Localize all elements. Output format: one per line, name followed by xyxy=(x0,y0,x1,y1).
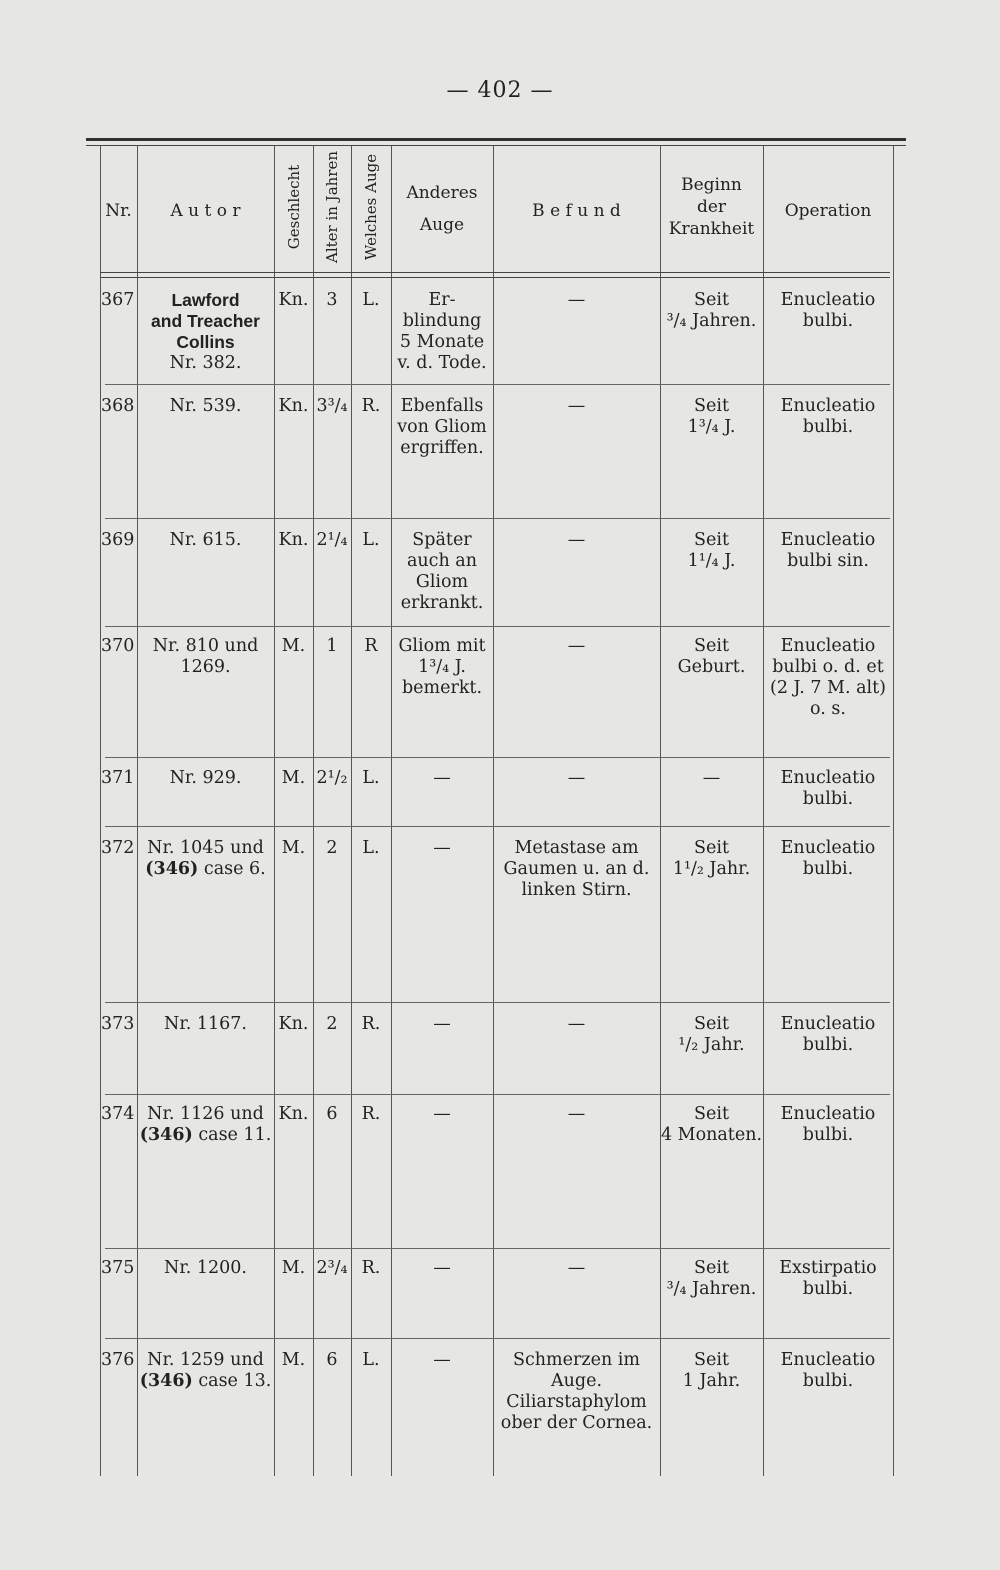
other-eye-cell xyxy=(391,768,493,789)
reference-number: (346) xyxy=(145,859,199,879)
header-beginn-line2: der xyxy=(696,197,727,217)
author-cell-line: (346) case 13. xyxy=(139,1371,272,1391)
other-eye-cell-line: auch an xyxy=(406,551,478,571)
other-eye-cell xyxy=(391,636,493,699)
other-eye-cell-line: Später xyxy=(412,530,472,550)
beginn-cell-line: Seit xyxy=(694,1014,729,1034)
row-number: 374 xyxy=(101,1104,135,1124)
sex-cell: M. xyxy=(281,636,306,656)
beginn-cell-line: Seit xyxy=(694,290,729,310)
sex-cell: Kn. xyxy=(278,530,309,550)
other-eye-cell xyxy=(391,290,493,374)
author-cell-line: Lawford xyxy=(171,290,240,310)
other-eye-cell-line: erkrankt. xyxy=(400,593,484,613)
other-eye-cell xyxy=(391,1014,493,1035)
age-cell: 6 xyxy=(326,1350,338,1370)
other-eye-cell xyxy=(391,838,493,859)
other-eye-cell xyxy=(391,1104,493,1125)
other-eye-cell-line: Er- xyxy=(428,290,456,310)
eye-cell: R. xyxy=(361,1014,381,1034)
eye-cell: R. xyxy=(361,396,381,416)
header-autor: A u t o r xyxy=(170,201,241,221)
author-cell xyxy=(137,530,274,551)
author-cell-line: Collins xyxy=(176,332,235,352)
befund-cell-line: ober der Cornea. xyxy=(500,1413,653,1433)
beginn-cell-line: Seit xyxy=(694,396,729,416)
other-eye-cell-line: — xyxy=(433,1014,451,1034)
header-anderes-auge xyxy=(391,182,493,236)
row-number: 368 xyxy=(101,396,135,416)
author-cell-line: (346) case 11. xyxy=(139,1125,272,1145)
operation-cell xyxy=(763,636,893,720)
reference-number: (346) xyxy=(139,1125,193,1145)
other-eye-cell-line: v. d. Tode. xyxy=(397,353,487,373)
row-number: 372 xyxy=(101,838,135,858)
header-alter: Alter in Jahren xyxy=(323,150,341,264)
row-separator xyxy=(105,1094,890,1095)
befund-cell-line: — xyxy=(567,530,586,550)
row-separator xyxy=(105,757,890,758)
operation-cell-line: o. s. xyxy=(810,699,846,719)
operation-cell-line: Enucleatio xyxy=(780,1104,876,1124)
author-cell xyxy=(137,1350,274,1392)
befund-cell-line: Auge. xyxy=(550,1371,603,1391)
beginn-cell xyxy=(660,396,763,438)
operation-cell xyxy=(763,1350,893,1392)
sex-cell: Kn. xyxy=(278,290,309,310)
befund-cell xyxy=(493,1014,660,1035)
row-number: 373 xyxy=(101,1014,135,1034)
author-cell-line: (346) case 6. xyxy=(145,859,266,879)
operation-cell-line: (2 J. 7 M. alt) xyxy=(770,678,886,698)
reference-number: (346) xyxy=(139,1371,193,1391)
author-cell xyxy=(137,1014,274,1035)
other-eye-cell xyxy=(391,1258,493,1279)
other-eye-cell-line: Gliom mit xyxy=(398,636,486,656)
age-cell: 2 xyxy=(326,1014,338,1034)
operation-cell xyxy=(763,1258,893,1300)
beginn-cell xyxy=(660,1104,763,1146)
header-bottom-rule xyxy=(100,272,890,273)
row-separator xyxy=(105,518,890,519)
row-separator xyxy=(105,1338,890,1339)
sex-cell: Kn. xyxy=(278,396,309,416)
eye-cell: L. xyxy=(362,290,380,310)
age-cell: 6 xyxy=(326,1104,338,1124)
operation-cell-line: Enucleatio xyxy=(780,636,876,656)
eye-cell: R xyxy=(364,636,378,656)
beginn-cell-line: ³/₄ Jahren. xyxy=(666,1279,757,1299)
header-nr: Nr. xyxy=(105,201,132,221)
befund-cell xyxy=(493,530,660,551)
befund-cell xyxy=(493,1258,660,1279)
beginn-cell xyxy=(660,530,763,572)
befund-cell-line: linken Stirn. xyxy=(521,880,632,900)
operation-cell-line: bulbi sin. xyxy=(787,551,869,571)
befund-cell xyxy=(493,290,660,311)
other-eye-cell-line: 1³/₄ J. xyxy=(418,657,466,677)
sex-cell: M. xyxy=(281,1258,306,1278)
other-eye-cell-line: — xyxy=(433,1104,451,1124)
operation-cell-line: Enucleatio xyxy=(780,530,876,550)
row-number: 367 xyxy=(101,290,135,310)
befund-cell-line: Metastase am xyxy=(514,838,639,858)
beginn-cell-line: Geburt. xyxy=(677,657,746,677)
other-eye-cell xyxy=(391,530,493,614)
author-cell-line: 1269. xyxy=(180,657,231,677)
age-cell: 2¹/₄ xyxy=(316,530,348,550)
beginn-cell-line: 1³/₄ J. xyxy=(687,417,736,437)
operation-cell xyxy=(763,768,893,810)
header-beginn-line3: Krankheit xyxy=(668,219,755,239)
age-cell: 3³/₄ xyxy=(316,396,348,416)
other-eye-cell-line: bemerkt. xyxy=(401,678,483,698)
beginn-cell-line: Seit xyxy=(694,530,729,550)
row-number: 369 xyxy=(101,530,135,550)
author-cell xyxy=(137,838,274,880)
author-cell-line: Nr. 539. xyxy=(169,396,242,416)
befund-cell-line: — xyxy=(567,1014,586,1034)
beginn-cell-line: 4 Monaten. xyxy=(660,1125,763,1145)
operation-cell xyxy=(763,530,893,572)
author-cell-line: and Treacher xyxy=(151,311,260,331)
author-cell xyxy=(137,290,274,374)
other-eye-cell-line: Gliom xyxy=(415,572,469,592)
befund-cell-line: — xyxy=(567,1104,586,1124)
operation-cell-line: bulbi. xyxy=(802,1125,854,1145)
operation-cell-line: Exstirpatio xyxy=(779,1258,877,1278)
operation-cell-line: Enucleatio xyxy=(780,290,876,310)
author-cell-line: Nr. 1200. xyxy=(164,1258,247,1278)
beginn-cell-line: 1 Jahr. xyxy=(682,1371,741,1391)
age-cell: 2 xyxy=(326,838,338,858)
row-number: 375 xyxy=(101,1258,135,1278)
author-cell xyxy=(137,636,274,678)
operation-cell xyxy=(763,838,893,880)
header-befund: B e f u n d xyxy=(532,201,621,221)
page-number: — 402 — xyxy=(446,78,554,103)
operation-cell-line: Enucleatio xyxy=(780,1350,876,1370)
other-eye-cell-line: Ebenfalls xyxy=(400,396,484,416)
header-geschlecht: Geschlecht xyxy=(285,164,303,250)
befund-cell xyxy=(493,636,660,657)
befund-cell-line: Ciliarstaphylom xyxy=(506,1392,647,1412)
operation-cell-line: Enucleatio xyxy=(780,838,876,858)
befund-cell-line: — xyxy=(567,290,586,310)
operation-cell-line: Enucleatio xyxy=(780,1014,876,1034)
operation-cell xyxy=(763,1014,893,1056)
befund-cell-line: — xyxy=(567,1258,586,1278)
header-operation: Operation xyxy=(784,201,872,221)
author-cell-line: Nr. 382. xyxy=(169,353,242,373)
sex-cell: M. xyxy=(281,768,306,788)
row-separator xyxy=(105,1248,890,1249)
befund-cell xyxy=(493,1350,660,1434)
befund-cell xyxy=(493,768,660,789)
other-eye-cell-line: ergriffen. xyxy=(400,438,484,458)
beginn-cell-line: Seit xyxy=(694,636,729,656)
author-cell xyxy=(137,396,274,417)
other-eye-cell-line: — xyxy=(433,1258,451,1278)
operation-cell-line: bulbi. xyxy=(802,311,854,331)
age-cell: 1 xyxy=(326,636,338,656)
eye-cell: R. xyxy=(361,1258,381,1278)
eye-cell: L. xyxy=(362,530,380,550)
other-eye-cell-line: 5 Monate xyxy=(399,332,485,352)
header-anderes-line: Anderes xyxy=(406,183,478,203)
befund-cell-line: — xyxy=(567,636,586,656)
author-cell-line: Nr. 615. xyxy=(169,530,242,550)
sex-cell: M. xyxy=(281,1350,306,1370)
row-separator xyxy=(105,826,890,827)
beginn-cell xyxy=(660,636,763,678)
other-eye-cell xyxy=(391,1350,493,1371)
operation-cell-line: bulbi. xyxy=(802,1035,854,1055)
column-line xyxy=(893,146,894,1476)
beginn-cell xyxy=(660,1350,763,1392)
operation-cell xyxy=(763,290,893,332)
operation-cell-line: bulbi. xyxy=(802,789,854,809)
beginn-cell-line: Seit xyxy=(694,838,729,858)
eye-cell: L. xyxy=(362,838,380,858)
sex-cell: Kn. xyxy=(278,1014,309,1034)
row-separator xyxy=(105,384,890,385)
beginn-cell-line: 1¹/₂ Jahr. xyxy=(672,859,751,879)
other-eye-cell-line: von Gliom xyxy=(397,417,487,437)
table-top-rule-thin xyxy=(86,145,906,146)
operation-cell xyxy=(763,396,893,438)
befund-cell-line: — xyxy=(567,768,586,788)
operation-cell-line: bulbi. xyxy=(802,1279,854,1299)
age-cell: 2³/₄ xyxy=(316,1258,348,1278)
beginn-cell-line: 1¹/₄ J. xyxy=(687,551,736,571)
operation-cell-line: Enucleatio xyxy=(780,396,876,416)
author-cell-line: Nr. 1126 und xyxy=(147,1104,264,1124)
beginn-cell-line: Seit xyxy=(694,1104,729,1124)
row-number: 370 xyxy=(101,636,135,656)
other-eye-cell-line: — xyxy=(433,1350,451,1370)
beginn-cell xyxy=(660,1258,763,1300)
author-cell-line: Nr. 1167. xyxy=(164,1014,247,1034)
other-eye-cell-line: blindung xyxy=(402,311,482,331)
beginn-cell xyxy=(660,838,763,880)
row-number: 376 xyxy=(101,1350,135,1370)
header-auge-line: Auge xyxy=(419,215,465,235)
eye-cell: L. xyxy=(362,1350,380,1370)
other-eye-cell xyxy=(391,396,493,459)
header-bottom-rule-2 xyxy=(100,277,890,278)
beginn-cell-line: ¹/₂ Jahr. xyxy=(678,1035,745,1055)
header-welches-auge: Welches Auge xyxy=(362,153,380,261)
befund-cell-line: Gaumen u. an d. xyxy=(503,859,650,879)
author-cell-line: Nr. 929. xyxy=(169,768,242,788)
befund-cell xyxy=(493,838,660,901)
author-cell-line: Nr. 1045 und xyxy=(147,838,264,858)
author-cell xyxy=(137,768,274,789)
beginn-cell xyxy=(660,768,763,789)
row-number: 371 xyxy=(101,768,135,788)
operation-cell-line: bulbi o. d. et xyxy=(772,657,884,677)
beginn-cell-line: Seit xyxy=(694,1350,729,1370)
operation-cell-line: bulbi. xyxy=(802,1371,854,1391)
other-eye-cell-line: — xyxy=(433,838,451,858)
beginn-cell xyxy=(660,1014,763,1056)
sex-cell: M. xyxy=(281,838,306,858)
beginn-cell-line: Seit xyxy=(694,1258,729,1278)
row-separator xyxy=(105,626,890,627)
operation-cell-line: Enucleatio xyxy=(780,768,876,788)
row-separator xyxy=(105,1002,890,1003)
author-cell xyxy=(137,1104,274,1146)
beginn-cell xyxy=(660,290,763,332)
operation-cell-line: bulbi. xyxy=(802,417,854,437)
befund-cell xyxy=(493,1104,660,1125)
eye-cell: R. xyxy=(361,1104,381,1124)
sex-cell: Kn. xyxy=(278,1104,309,1124)
author-cell xyxy=(137,1258,274,1279)
author-cell-line: Nr. 810 und xyxy=(152,636,259,656)
header-beginn xyxy=(660,174,763,240)
operation-cell-line: bulbi. xyxy=(802,859,854,879)
table-top-rule xyxy=(86,138,906,141)
age-cell: 2¹/₂ xyxy=(316,768,348,788)
other-eye-cell-line: — xyxy=(433,768,451,788)
header-beginn-line1: Beginn xyxy=(681,175,742,195)
befund-cell-line: Schmerzen im xyxy=(513,1350,640,1370)
author-cell-line: Nr. 1259 und xyxy=(147,1350,264,1370)
befund-cell xyxy=(493,396,660,417)
eye-cell: L. xyxy=(362,768,380,788)
befund-cell-line: — xyxy=(567,396,586,416)
operation-cell xyxy=(763,1104,893,1146)
beginn-cell-line: — xyxy=(702,768,721,788)
age-cell: 3 xyxy=(326,290,338,310)
beginn-cell-line: ³/₄ Jahren. xyxy=(666,311,757,331)
